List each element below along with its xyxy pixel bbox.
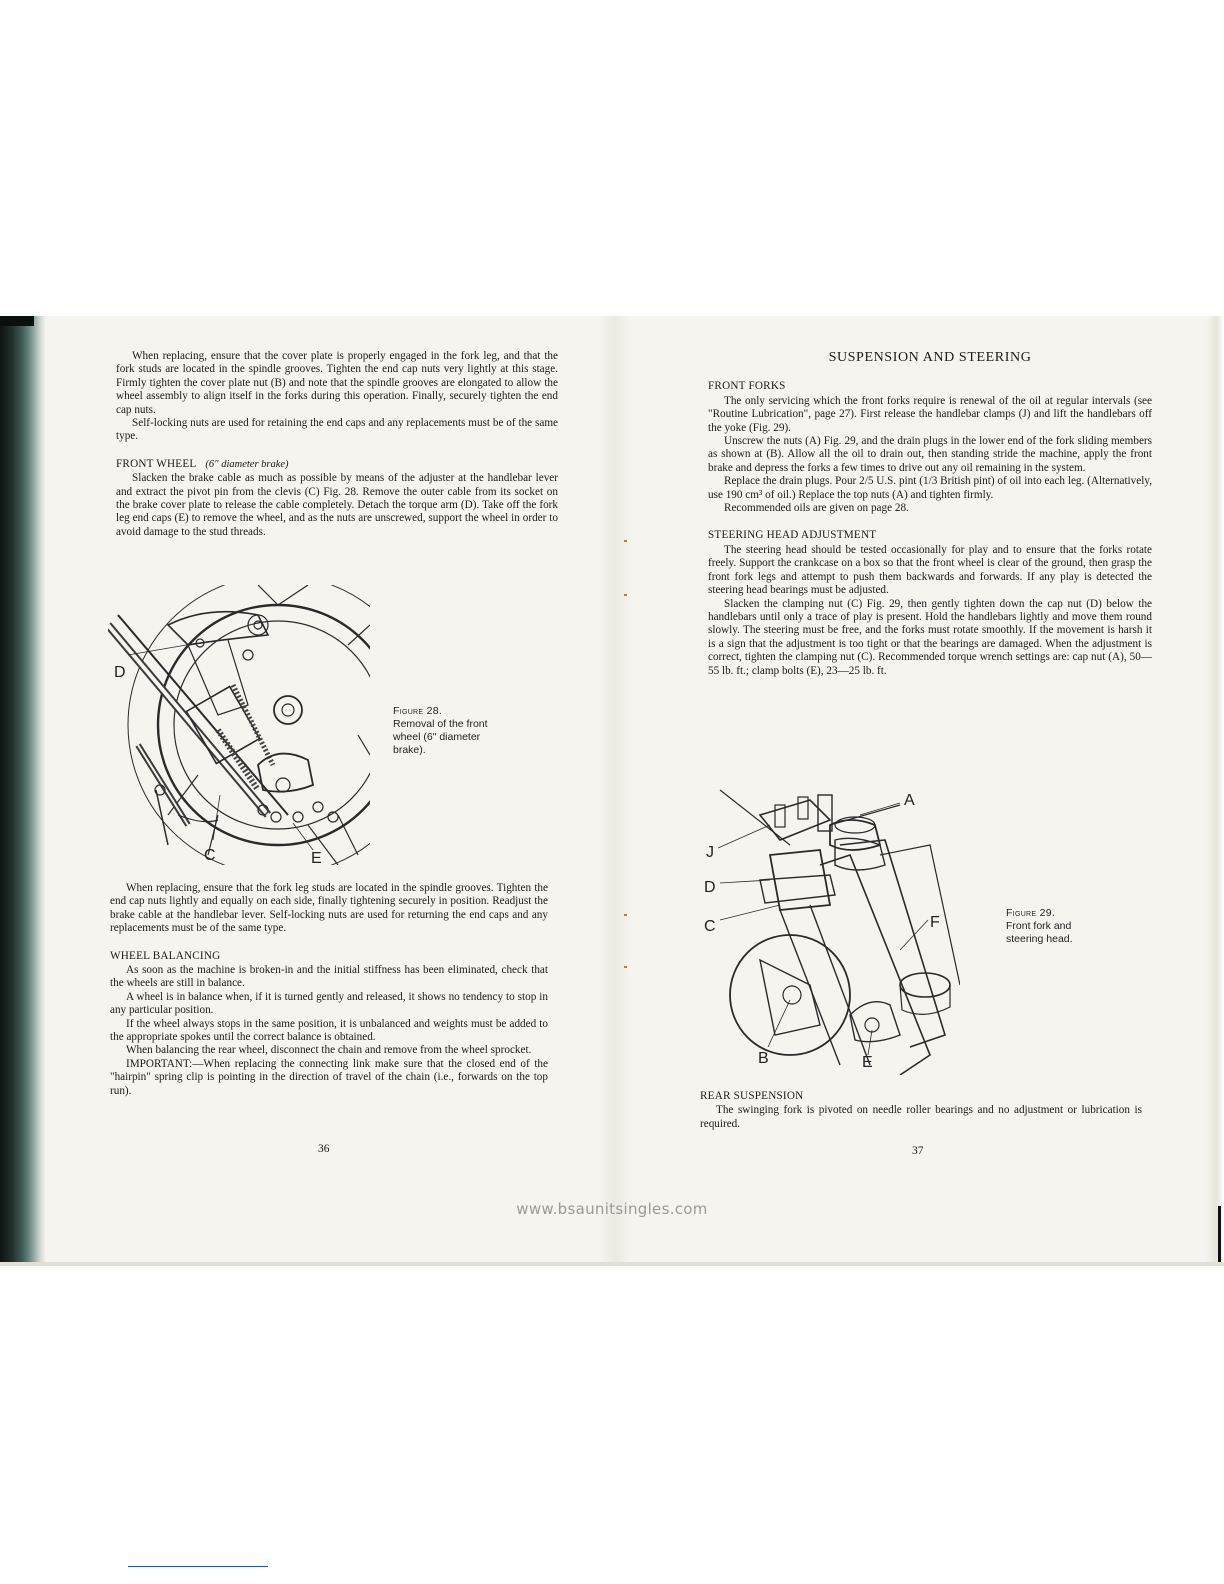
section-heading-rear-suspension: REAR SUSPENSION (700, 1090, 804, 1102)
page-number-left: 36 (318, 1143, 330, 1155)
left-page-top-text (116, 350, 558, 539)
figure-28-caption-text: Removal of the front wheel (6" diameter brake). (393, 718, 488, 756)
paragraph: The only servicing which the front forks require is renewal of the oil at regular intervals (see "Routine Lubrication", page 27). First release the handlebar clamps (J) and lift the handlebars off the yoke (Fig. 29). (708, 394, 1152, 434)
figure-29-caption (1006, 907, 1106, 946)
paragraph: Slacken the brake cable as much as possible by means of the adjuster at the handlebar lever and extract the pivot pin from the clevis (C) Fig. 28. Remove the outer cable from its socket on the brake cover plate to release the cable completely. Detach the torque arm (D). Take off the fork leg end caps (E) to remove the wheel, and as the nuts are unscrewed, support the wheel in order to avoid damage to the stud threads. (116, 472, 558, 538)
scan-speck (624, 914, 627, 916)
paragraph: The swinging fork is pivoted on needle roller bearings and no adjustment or lubrication is required. (700, 1104, 1142, 1130)
section-subheading: (6" diameter brake) (205, 458, 289, 470)
paragraph: As soon as the machine is broken-in and the initial stiffness has been eliminated, check that the wheels are still in balance. (110, 964, 548, 990)
page-bottom-shadow (0, 1262, 1224, 1266)
page-right-edge (1206, 316, 1224, 1264)
figure-label-b: B (758, 1050, 769, 1067)
paragraph: The steering head should be tested occasionally for play and to ensure that the forks rotate freely. Support the crankcase on a box so that the front wheel is clear of the ground, then grasp the front fork legs and attempt to push them backwards and forwards. If any play is detected the steering head bearings must be adjusted. (708, 543, 1152, 597)
figure-label-a: A (904, 792, 915, 809)
figure-29-label: Figure 29. (1006, 907, 1056, 919)
figure-28-label: Figure 28. (393, 705, 443, 717)
page-number-right: 37 (912, 1145, 924, 1157)
book-spine-edge (0, 316, 46, 1264)
paragraph: When balancing the rear wheel, disconnect the chain and remove from the wheel sprocket. (126, 1044, 532, 1057)
right-page-bottom-text (700, 1090, 1142, 1131)
figure-label-d: D (114, 664, 126, 681)
section-heading-front-wheel: FRONT WHEEL (6" diameter brake) (116, 457, 289, 470)
figure-label-c: C (704, 918, 716, 935)
scan-speck (624, 966, 627, 968)
figure-label-j: J (706, 844, 714, 861)
left-page-bottom-text (110, 882, 548, 1098)
paragraph: Self-locking nuts are used for retaining the end caps and any replacements must be of the same type. (116, 417, 558, 443)
page-gutter (600, 316, 630, 1264)
section-heading-front-forks: FRONT FORKS (708, 380, 786, 393)
section-heading-steering-head: STEERING HEAD ADJUSTMENT (708, 529, 877, 542)
paragraph: Unscrew the nuts (A) Fig. 29, and the drain plugs in the lower end of the fork sliding members as shown at (B). Allow all the oil to drain out, then standing stride the machine, apply the front brake and depress the forks a few times to drive out any oil remaining in the system. (708, 435, 1152, 474)
paragraph: Recommended oils are given on page 28. (724, 502, 909, 515)
scan-speck (624, 540, 627, 542)
section-heading-wheel-balancing: WHEEL BALANCING (110, 949, 221, 962)
blue-underline-artifact (128, 1566, 268, 1567)
right-page-top-text (708, 351, 1152, 678)
figure-label-e: E (311, 850, 322, 865)
paragraph: When replacing, ensure that the cover plate is properly engaged in the fork leg, and that the fork studs are located in the spindle grooves. Tighten the end cap nuts very lightly at this stage. Firmly tighten the cover plate nut (B) and note that the spindle grooves are elongated to allow the wheel assembly to align itself in the forks during this operation. Finally, securely tighten the end cap nuts. (116, 350, 558, 416)
scan-speck (624, 594, 627, 596)
paragraph: If the wheel always stops in the same position, it is unbalanced and weights must be added to the appropriate spokes until the correct balance is obtained. (110, 1017, 548, 1044)
paragraph: When replacing, ensure that the fork leg studs are located in the spindle grooves. Tighten the end cap nuts lightly and equally on each side, finally tightening securely in position. Readjust the brake cable at the handlebar lever. Self-locking nuts are used for returning the end caps and any replacements must be of the same type. (110, 882, 548, 935)
figure-29-illustration (700, 785, 960, 1075)
paragraph: IMPORTANT:—When replacing the connecting link make sure that the closed end of the "hairpin" spring clip is pointing in the direction of travel of the chain (i.e., forwards on the top run). (110, 1057, 548, 1097)
figure-label-f: F (930, 914, 940, 931)
figure-label-c: C (204, 847, 216, 864)
paragraph: A wheel is in balance when, if it is turned gently and released, it shows no tendency to stop in any particular position. (110, 990, 548, 1017)
figure-28-caption (393, 705, 493, 757)
figure-29-caption-text: Front fork and steering head. (1006, 920, 1073, 945)
chapter-title: SUSPENSION AND STEERING (828, 350, 1032, 365)
paragraph: Slacken the clamping nut (C) Fig. 29, then gently tighten down the cap nut (D) below the handlebars until only a trace of play is present. Hold the handlebars lightly and move them round slowly. The steering must be free, and the forks must rotate smoothly. If the movement is harsh it is a sign that the adjustment is too tight or that the bearings are damaged. When the adjustment is correct, tighten the clamping nut (C). Recommended torque wrench settings are: cap nut (A), 50—55 lb. ft.; clamp bolts (E), 23—25 lb. ft. (708, 597, 1152, 677)
paragraph: Replace the drain plugs. Pour 2/5 U.S. pint (1/3 British pint) of oil into each leg. (Alternatively, use 190 cm³ of oil.) Replace the top nuts (A) and tighten firmly. (708, 475, 1152, 501)
watermark-url: www.bsaunitsingles.com (516, 1200, 708, 1218)
figure-label-d: D (704, 879, 716, 896)
figure-28-illustration (108, 585, 370, 865)
book-spine-corner (0, 316, 34, 326)
figure-label-e: E (862, 1054, 873, 1071)
